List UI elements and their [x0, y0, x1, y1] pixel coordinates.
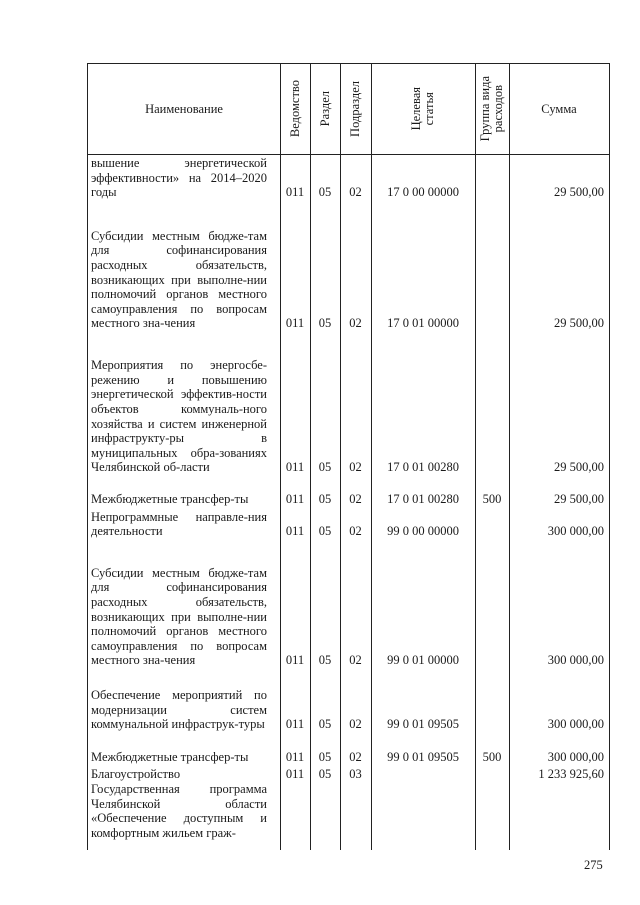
row-vedomstvo: 011	[285, 767, 305, 782]
row-summa: 29 500,00	[554, 460, 604, 475]
header-podrazdel: Подраздел	[348, 81, 362, 137]
row-razdel: 05	[318, 750, 332, 765]
row-vedomstvo: 011	[285, 492, 305, 507]
row-podrazdel: 02	[349, 524, 362, 539]
row-celevaya-statya: 17 0 01 00280	[387, 492, 459, 507]
row-vedomstvo: 011	[285, 717, 305, 732]
row-podrazdel: 02	[349, 653, 362, 668]
row-razdel: 05	[318, 185, 332, 200]
row-celevaya-statya: 99 0 01 09505	[387, 717, 459, 732]
row-summa: 300 000,00	[547, 717, 604, 732]
table-row	[0, 765, 640, 782]
header-vedomstvo: Ведомство	[287, 80, 302, 138]
row-summa: 29 500,00	[554, 316, 604, 331]
row-podrazdel: 03	[349, 767, 362, 782]
row-name: Межбюджетные трансфер-ты	[91, 492, 249, 507]
row-summa: 29 500,00	[554, 185, 604, 200]
row-podrazdel: 02	[349, 492, 362, 507]
header-summa: Сумма	[541, 101, 577, 116]
header-razdel: Раздел	[317, 91, 332, 127]
row-razdel: 05	[318, 460, 332, 475]
row-vedomstvo: 011	[285, 316, 305, 331]
row-podrazdel: 02	[349, 750, 362, 765]
row-vedomstvo: 011	[285, 750, 305, 765]
row-summa: 300 000,00	[547, 653, 604, 668]
row-razdel: 05	[318, 316, 332, 331]
row-celevaya-statya: 17 0 01 00000	[387, 316, 459, 331]
page-number: 275	[584, 858, 603, 872]
header-gruppa-vida-rashodov: Группа вида расходов	[478, 76, 505, 142]
row-celevaya-statya: 17 0 00 00000	[387, 185, 459, 200]
header-bottom-border	[87, 154, 609, 155]
table-row	[0, 539, 640, 668]
header-name: Наименование	[145, 101, 223, 116]
row-name: Благоустройство	[91, 767, 181, 782]
row-vedomstvo: 011	[285, 460, 305, 475]
table-row	[0, 475, 640, 507]
row-podrazdel: 02	[349, 460, 362, 475]
table-row	[0, 507, 640, 539]
table-row	[0, 200, 640, 331]
row-razdel: 05	[318, 524, 332, 539]
row-celevaya-statya: 99 0 01 00000	[387, 653, 459, 668]
row-podrazdel: 02	[349, 316, 362, 331]
row-podrazdel: 02	[349, 717, 362, 732]
row-summa: 1 233 925,60	[538, 767, 604, 782]
row-name: Субсидии местным бюдже-там для софинансирования расходных обязательств, возникающих при выполне-нии полномочий органов местного самоуправления по вопросам местного зна-чения	[91, 228, 267, 331]
row-name: вышение энергетической эффективности» на 2014–2020 годы	[91, 156, 267, 200]
table-row	[0, 668, 640, 732]
row-name: Субсидии местным бюдже-там для софинансирования расходных обязательств, возникающих при выполне-нии полномочий органов местного самоуправления по вопросам местного зна-чения	[91, 565, 267, 668]
row-summa: 29 500,00	[554, 492, 604, 507]
table-row	[0, 782, 640, 848]
row-razdel: 05	[318, 767, 332, 782]
row-summa: 300 000,00	[547, 750, 604, 765]
row-gruppa: 500	[482, 492, 502, 507]
table-row	[0, 331, 640, 475]
row-vedomstvo: 011	[285, 653, 305, 668]
row-name: Государственная программа Челябинской области «Обеспечение доступным и комфортным жильем граж-	[91, 782, 267, 840]
row-name: Мероприятия по энергосбе-режению и повышению энергетической эффектив-ности объектов коммуналь-ного хозяйства и систем инженерной инфраструкту-ры в муниципальных обра-зованиях Челябинской об-ласти	[91, 358, 267, 475]
row-gruppa: 500	[482, 750, 502, 765]
row-celevaya-statya: 17 0 01 00280	[387, 460, 459, 475]
row-name: Межбюджетные трансфер-ты	[91, 750, 249, 765]
row-vedomstvo: 011	[285, 185, 305, 200]
row-razdel: 05	[318, 653, 332, 668]
row-razdel: 05	[318, 492, 332, 507]
row-podrazdel: 02	[349, 185, 362, 200]
row-name: Обеспечение мероприятий по модернизации систем коммунальной инфраструк-туры	[91, 688, 267, 732]
table-row	[0, 732, 640, 765]
row-vedomstvo: 011	[285, 524, 305, 539]
row-celevaya-statya: 99 0 01 09505	[387, 750, 459, 765]
row-celevaya-statya: 99 0 00 00000	[387, 524, 459, 539]
row-name: Непрограммные направле-ния деятельности	[91, 509, 267, 539]
table-row	[0, 156, 640, 200]
row-razdel: 05	[318, 717, 332, 732]
row-summa: 300 000,00	[547, 524, 604, 539]
header-celevaya-statya: Целевая статья	[409, 87, 436, 131]
